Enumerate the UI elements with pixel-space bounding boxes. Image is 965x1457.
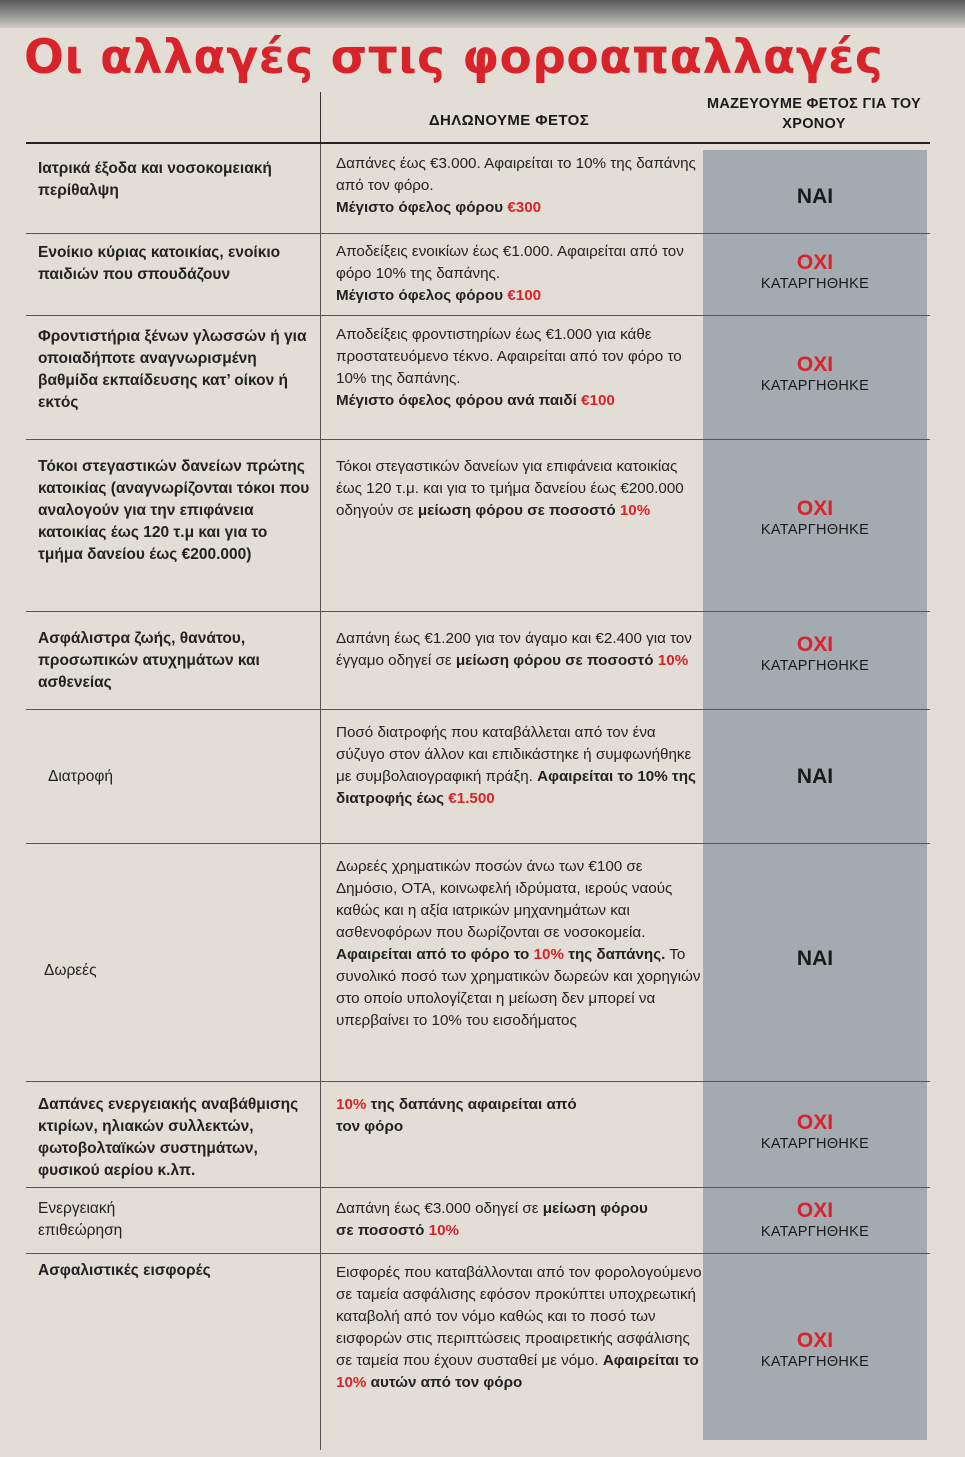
answer-status: ΚΑΤΑΡΓΗΘΗΚΕ	[760, 658, 870, 674]
desc-amount: €300	[507, 199, 542, 216]
desc-bold: Μέγιστο όφελος φόρου	[336, 287, 504, 304]
table-row	[26, 1254, 930, 1450]
row-answer	[703, 634, 927, 676]
row-label: Ασφάλιστρα ζωής, θανάτου, προσωπικών ατυχημάτων και ασθενείας	[38, 630, 260, 691]
desc-bold: της δαπάνης αφαιρείται από τον φόρο	[336, 1096, 577, 1135]
row-description	[336, 241, 704, 307]
row-answer	[703, 186, 927, 208]
table-row	[26, 440, 930, 612]
table-row	[26, 1188, 930, 1254]
answer-status: ΚΑΤΑΡΓΗΘΗΚΕ	[760, 378, 870, 394]
column-separator	[320, 1082, 321, 1188]
row-label: Δωρεές	[44, 962, 97, 979]
row-label: Ασφαλιστικές εισφορές	[38, 1262, 211, 1279]
desc-text: Τόκοι στεγαστικών δανείων για επιφάνεια κατοικίας έως 120 τ.μ. και για το τμήμα δανείου έως €200.000 οδηγούν σε	[336, 458, 684, 519]
column-separator	[320, 612, 321, 710]
row-answer	[703, 948, 927, 970]
desc-bold-2: αυτών από τον φόρο	[370, 1374, 523, 1391]
row-label: Τόκοι στεγαστικών δανείων πρώτης κατοικίας (αναγνωρίζονται τόκοι που αναλογούν για την επιφάνεια κατοικίας έως 120 τ.μ και για το τμήμα δανείου έως €200.000)	[38, 458, 310, 563]
row-description	[336, 628, 704, 672]
desc-amount: 10%	[533, 946, 564, 963]
desc-text: Αποδείξεις φροντιστηρίων έως €1.000 για κάθε προστατευόμενο τέκνο. Αφαιρείται από τον φόρο το 10% της δαπάνης.	[336, 326, 682, 387]
answer-no: ΟΧΙ	[796, 1329, 834, 1352]
row-answer	[703, 354, 927, 396]
desc-bold: μείωση φόρου σε ποσοστό	[455, 652, 654, 669]
column-separator	[320, 844, 321, 1082]
answer-status: ΚΑΤΑΡΓΗΘΗΚΕ	[760, 1354, 870, 1370]
column-separator	[320, 234, 321, 316]
row-description	[336, 722, 704, 810]
row-answer	[703, 1330, 927, 1372]
desc-text: Δαπάνες έως €3.000. Αφαιρείται το 10% της δαπάνης από τον φόρο.	[336, 155, 696, 194]
row-description	[336, 456, 704, 522]
row-answer	[703, 1200, 927, 1242]
answer-status: ΚΑΤΑΡΓΗΘΗΚΕ	[760, 522, 870, 538]
row-description	[336, 856, 704, 1032]
row-answer	[703, 252, 927, 294]
desc-text: Αποδείξεις ενοικίων έως €1.000. Αφαιρείται από τον φόρο 10% της δαπάνης.	[336, 243, 684, 282]
answer-no: ΟΧΙ	[796, 353, 834, 376]
row-label: Φροντιστήρια ξένων γλωσσών ή για οποιαδήποτε αναγνωρισμένη βαθμίδα εκπαίδευσης κατ’ οίκον ή εκτός	[38, 328, 307, 411]
desc-amount: €100	[507, 287, 542, 304]
answer-status: ΚΑΤΑΡΓΗΘΗΚΕ	[760, 1136, 870, 1152]
desc-bold: Μέγιστο όφελος φόρου ανά παιδί	[336, 392, 577, 409]
table-row	[26, 612, 930, 710]
answer-yes: ΝΑΙ	[796, 765, 834, 788]
page-title: Οι αλλαγές στις φοροαπαλλαγές	[24, 30, 884, 85]
row-label: Δαπάνες ενεργειακής αναβάθμισης κτιρίων, ηλιακών συλλεκτών, φωτοβολταϊκών συστημάτων, φυσικού αερίου κ.λπ.	[38, 1096, 299, 1179]
column-header-collect: ΜΑΖΕΥΟΥΜΕ ΦΕΤΟΣ ΓΙΑ ΤΟΥ ΧΡΟΝΟΥ	[707, 96, 921, 132]
table-row	[26, 234, 930, 316]
answer-yes: ΝΑΙ	[796, 185, 834, 208]
desc-amount: €100	[581, 392, 615, 409]
row-label: Διατροφή	[48, 768, 113, 785]
desc-amount: 10%	[336, 1096, 367, 1113]
row-answer	[703, 1112, 927, 1154]
answer-no: ΟΧΙ	[796, 1111, 834, 1134]
table-row	[26, 1082, 930, 1188]
answer-no: ΟΧΙ	[796, 251, 834, 274]
answer-status: ΚΑΤΑΡΓΗΘΗΚΕ	[760, 1224, 870, 1240]
desc-bold: Αφαιρείται το	[602, 1352, 699, 1369]
column-separator	[320, 440, 321, 612]
row-answer	[703, 498, 927, 540]
desc-amount: 10%	[428, 1222, 460, 1239]
answer-yes: ΝΑΙ	[796, 947, 834, 970]
desc-bold-2: της δαπάνης.	[568, 946, 666, 963]
answer-no: ΟΧΙ	[796, 633, 834, 656]
table-row	[26, 144, 930, 234]
row-label: Ενεργειακή επιθεώρηση	[38, 1200, 123, 1239]
desc-text: Δαπάνη έως €3.000 οδηγεί σε	[336, 1200, 539, 1217]
row-description	[336, 1094, 596, 1138]
row-label: Ιατρικά έξοδα και νοσοκομειακή περίθαλψη	[38, 160, 272, 199]
desc-amount: €1.500	[448, 790, 495, 807]
desc-text: Δαπάνη έως €1.200 για τον άγαμο και €2.400 για τον έγγαμο οδηγεί σε	[336, 630, 692, 669]
header-divider	[320, 92, 321, 142]
desc-amount: 10%	[619, 502, 651, 519]
column-separator	[320, 1254, 321, 1450]
row-description	[336, 1262, 704, 1394]
column-header-declare: ΔΗΛΩΝΟΥΜΕ ΦΕΤΟΣ	[428, 112, 590, 129]
row-label: Ενοίκιο κύριας κατοικίας, ενοίκιο παιδιών που σπουδάζουν	[38, 244, 281, 283]
desc-text: Ποσό διατροφής που καταβάλλεται από τον ένα σύζυγο στον άλλον και επιδικάστηκε ή συμφωνήθηκε με συμβολαιογραφική πράξη.	[336, 724, 692, 785]
answer-no: ΟΧΙ	[796, 1199, 834, 1222]
desc-text: Δωρεές χρηματικών ποσών άνω των €100 σε Δημόσιο, ΟΤΑ, κοινωφελή ιδρύματα, ιερούς ναούς καθώς και η αξία ιατρικών μηχανημάτων και ασθενοφόρων που δωρίζονται σε νοσοκομεία.	[336, 858, 673, 941]
table-row	[26, 710, 930, 844]
desc-bold: Αφαιρείται το 10% της διατροφής έως	[336, 768, 696, 807]
answer-no: ΟΧΙ	[796, 497, 834, 520]
desc-amount: 10%	[657, 652, 689, 669]
row-description	[336, 153, 704, 219]
desc-bold: Μέγιστο όφελος φόρου	[336, 199, 504, 216]
desc-amount: 10%	[336, 1374, 367, 1391]
column-separator	[320, 144, 321, 234]
column-separator	[320, 1188, 321, 1254]
answer-status: ΚΑΤΑΡΓΗΘΗΚΕ	[760, 276, 870, 292]
table-row	[26, 316, 930, 440]
row-description	[336, 1198, 656, 1242]
desc-bold: μείωση φόρου σε ποσοστό	[417, 502, 616, 519]
row-answer	[703, 766, 927, 788]
table-row	[26, 844, 930, 1082]
top-photo-strip	[0, 0, 965, 28]
row-description	[336, 324, 704, 412]
desc-text: Εισφορές που καταβάλλονται από τον φορολογούμενο σε ταμεία ασφάλισης εφόσον προκύπτει υποχρεωτική καταβολή από τον νόμο καθώς και το ποσό των εισφορών στις περιπτώσεις προαιρετικής ασφάλισης σε ταμεία που έχουν συσταθεί με νόμο.	[336, 1264, 702, 1369]
column-separator	[320, 316, 321, 440]
desc-text-2: Το συνολικό ποσό των χρηματικών δωρεών και χορηγιών στο οποίο υπολογίζεται η μείωση δεν μπορεί να υπερβαίνει το 10% του εισοδήματος	[336, 946, 701, 1029]
desc-bold: Αφαιρείται από το φόρο το	[336, 946, 530, 963]
desc-bold: μείωση φόρου σε ποσοστό	[336, 1200, 648, 1239]
